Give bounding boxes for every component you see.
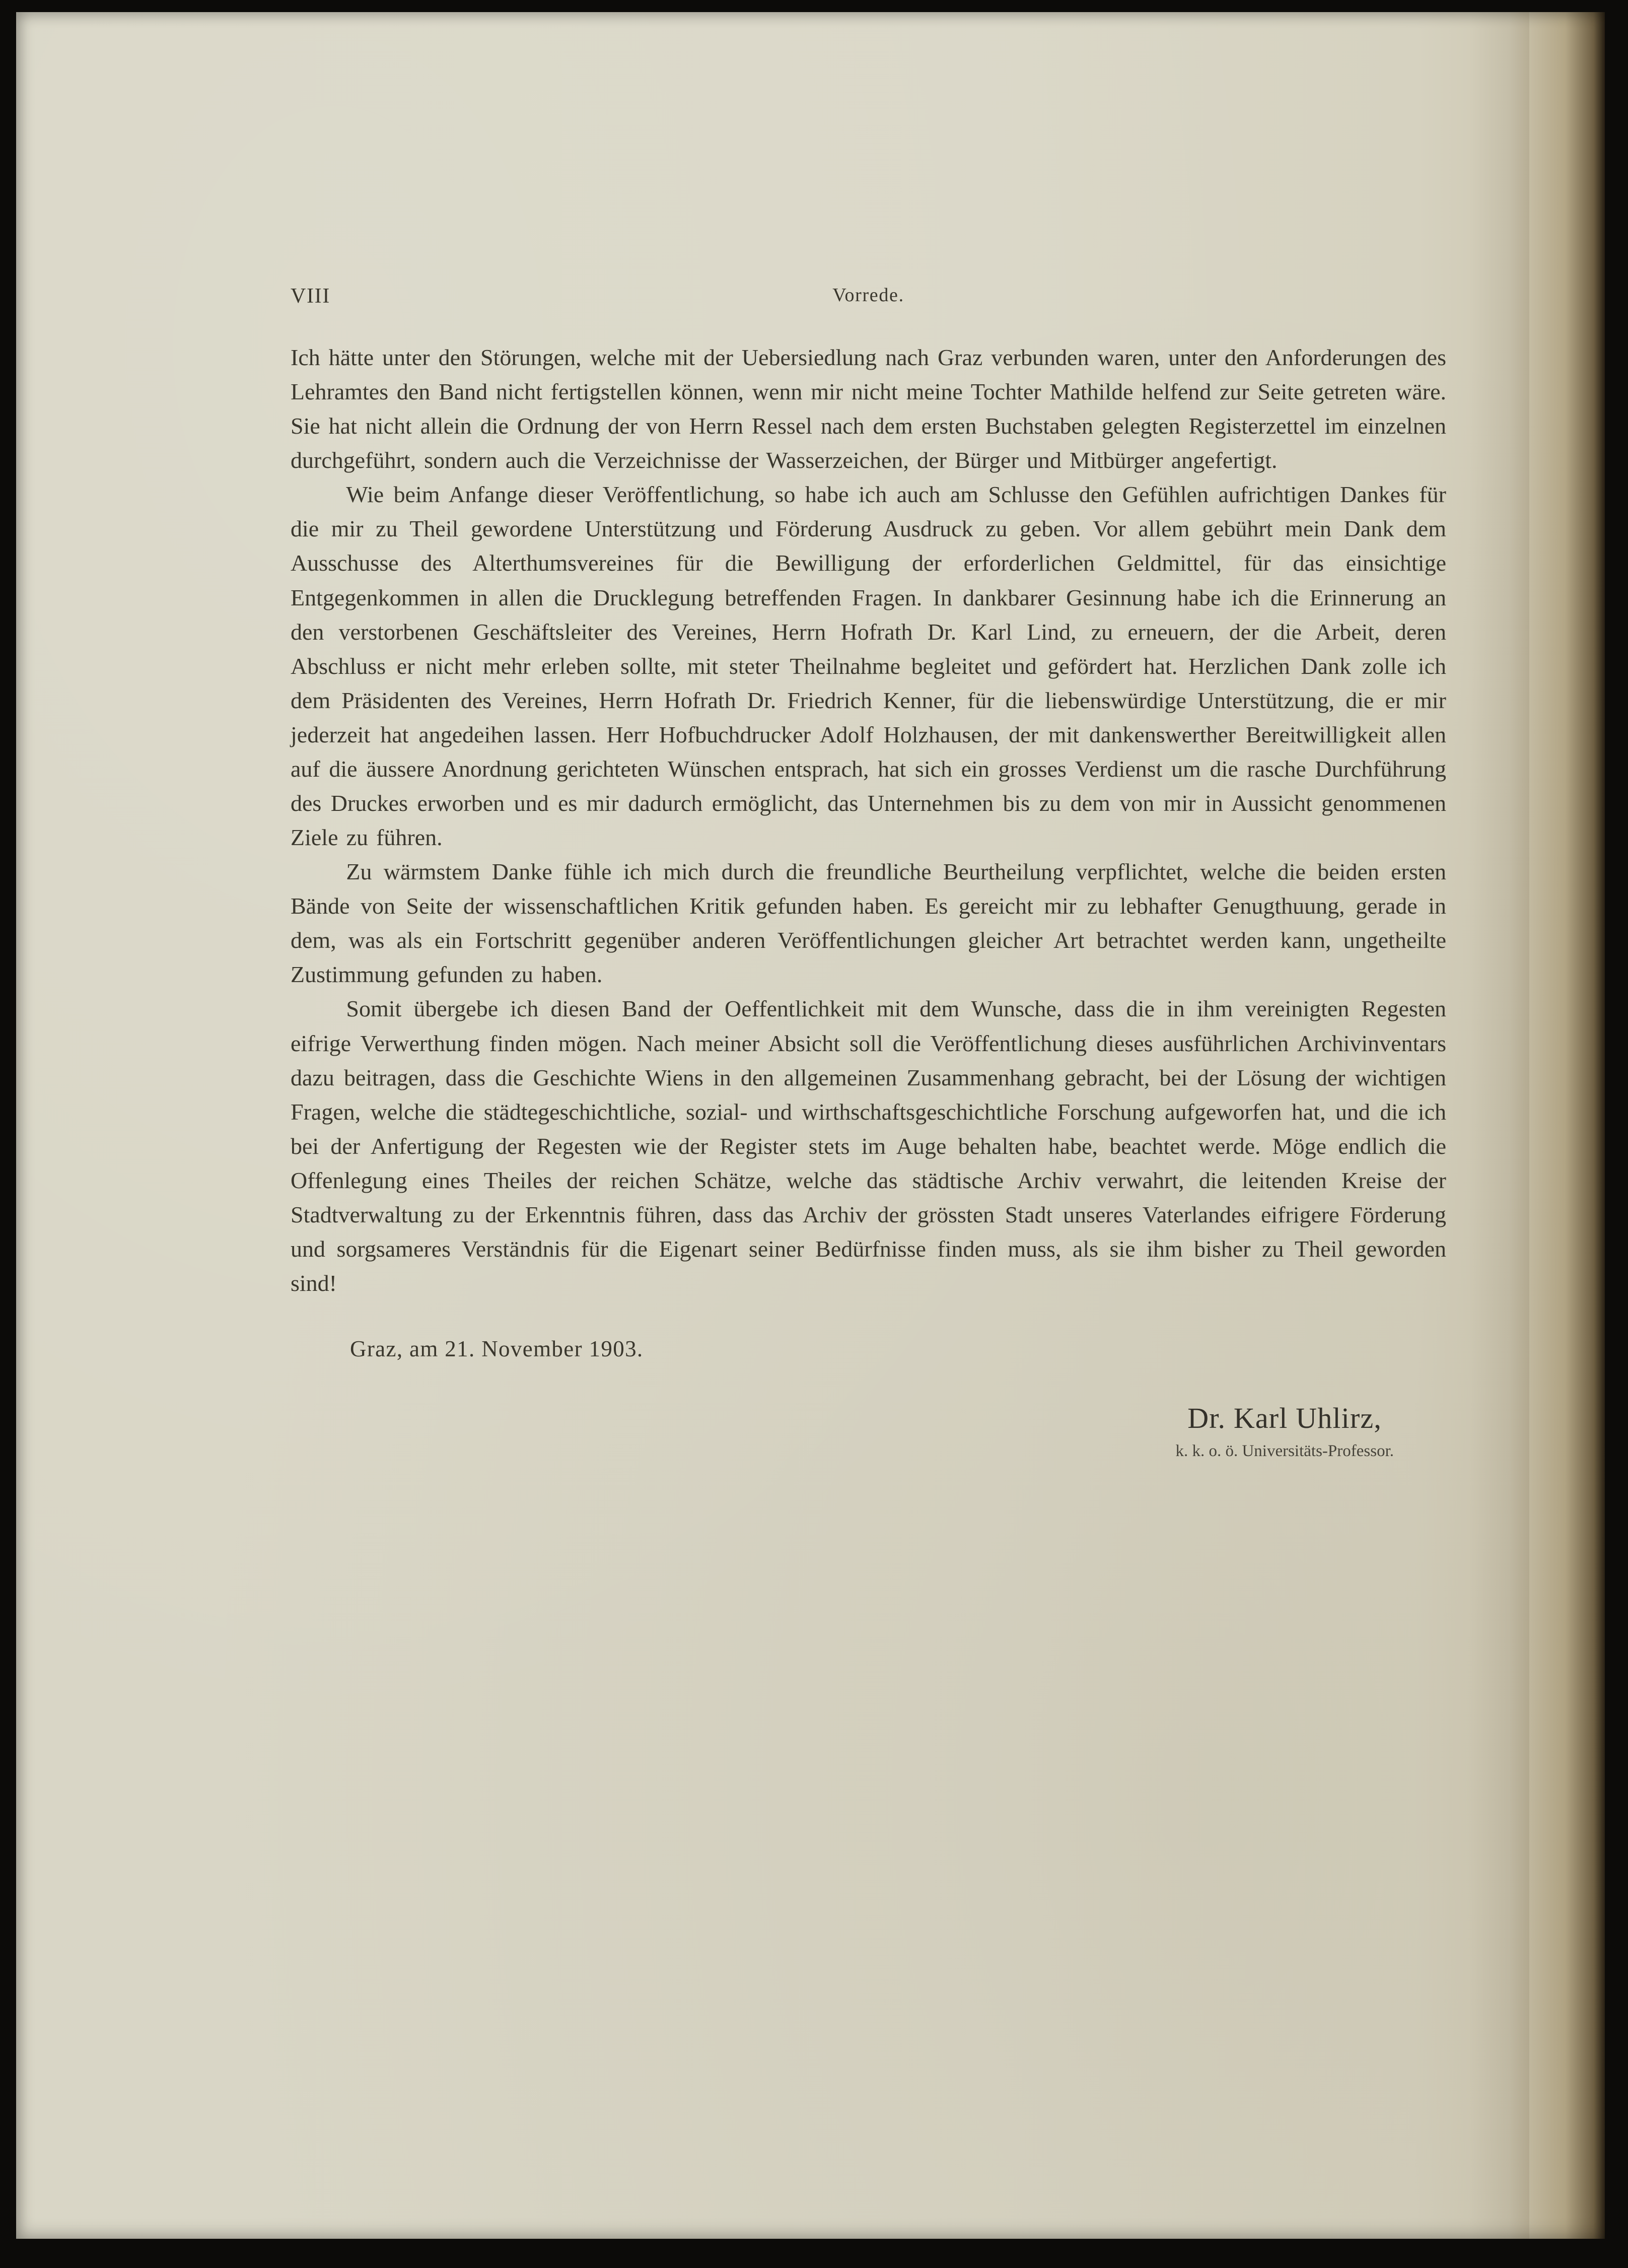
preface-paragraph: Somit übergebe ich diesen Band der Oeffentlichkeit mit dem Wunsche, dass die in ihm vereinigten Regesten eifrige Verwerthung finden mögen. Nach meiner Absicht soll die Veröffentlichung dieses ausführlichen Archivinventars dazu beitragen, dass die Geschichte Wiens in den allgemeinen Zusammenhang gebracht, bei der Lösung der wichtigen Fragen, welche die städtegeschichtliche, sozial- und wirthschaftsgeschichtliche Forschung aufgeworfen hat, und die ich bei der Anfertigung der Regesten wie der Register stets im Auge behalten habe, beachtet werde. Möge endlich die Offenlegung eines Theiles der reichen Schätze, welche das städtische Archiv verwahrt, die leitenden Kreise der Stadtverwaltung zu der Erkenntnis führen, dass das Archiv der grössten Stadt unseres Vaterlandes eifrigere Förderung und sorgsameres Verständnis für die Eigenart seiner Bedürfnisse finden muss, als sie ihm bisher zu Theil geworden sind!	[291, 996, 1446, 1296]
gutter-shadow	[1469, 12, 1529, 2239]
preface-paragraph: Wie beim Anfange dieser Veröffentlichung, so habe ich auch am Schlusse den Gefühlen aufrichtigen Dankes für die mir zu Theil gewordene Unterstützung und Förderung Ausdruck zu geben. Vor allem gebührt mein Dank dem Ausschusse des Alterthumsvereines für die Bewilligung der erforderlichen Geldmittel, für das einsichtige Entgegenkommen in allen die Drucklegung betreffenden Fragen. In dankbarer Gesinnung habe ich die Erinnerung an den verstorbenen Geschäftsleiter des Vereines, Herrn Hofrath Dr. Karl Lind, zu erneuern, der die Arbeit, deren Abschluss er nicht mehr erleben sollte, mit steter Theilnahme begleitet und gefördert hat. Herzlichen Dank zolle ich dem Präsidenten des Vereines, Herrn Hofrath Dr. Friedrich Kenner, für die liebenswürdige Unterstützung, die er mir jederzeit hat angedeihen lassen. Herr Hofbuchdrucker Adolf Holzhausen, der mit dankenswerther Bereitwilligkeit allen auf die äussere Anordnung gerichteten Wünschen entsprach, hat sich ein grosses Verdienst um die rasche Durchführung des Druckes erworben und es mir dadurch ermöglicht, das Unternehmen bis zu dem von mir in Aussicht genommenen Ziele zu führen.	[291, 482, 1446, 851]
preface-paragraph: Zu wärmstem Danke fühle ich mich durch die freundliche Beurtheilung verpflichtet, welche die beiden ersten Bände von Seite der wissenschaftlichen Kritik gefunden haben. Es gereicht mir zu lebhafter Genugthuung, gerade in dem, was als ein Fortschritt gegenüber anderen Veröffentlichungen gleicher Art betrachtet werden kann, ungetheilte Zustimmung gefunden zu haben.	[291, 859, 1446, 988]
text-column	[291, 284, 1446, 1461]
running-head	[291, 284, 1446, 319]
page-header-title: Vorrede.	[832, 285, 904, 306]
page	[16, 12, 1605, 2239]
dateline: Graz, am 21. November 1903.	[350, 1336, 644, 1362]
signature-title: k. k. o. ö. Universitäts-Professor.	[1175, 1442, 1394, 1461]
preface-paragraph: Ich hätte unter den Störungen, welche mit der Uebersiedlung nach Graz verbunden waren, unter den Anforderungen des Lehramtes den Band nicht fertigstellen können, wenn mir nicht meine Tochter Mathilde helfend zur Seite getreten wäre. Sie hat nicht allein die Ordnung der von Herrn Ressel nach dem ersten Buchstaben gelegten Registerzettel im einzelnen durchgeführt, sondern auch die Verzeichnisse der Wasserzeichen, der Bürger und Mitbürger angefertigt.	[291, 345, 1446, 473]
signature-name: Dr. Karl Uhlirz,	[1187, 1402, 1382, 1435]
signature-block	[291, 1401, 1446, 1461]
preface-body	[291, 340, 1446, 1300]
page-number: VIII	[291, 285, 331, 308]
